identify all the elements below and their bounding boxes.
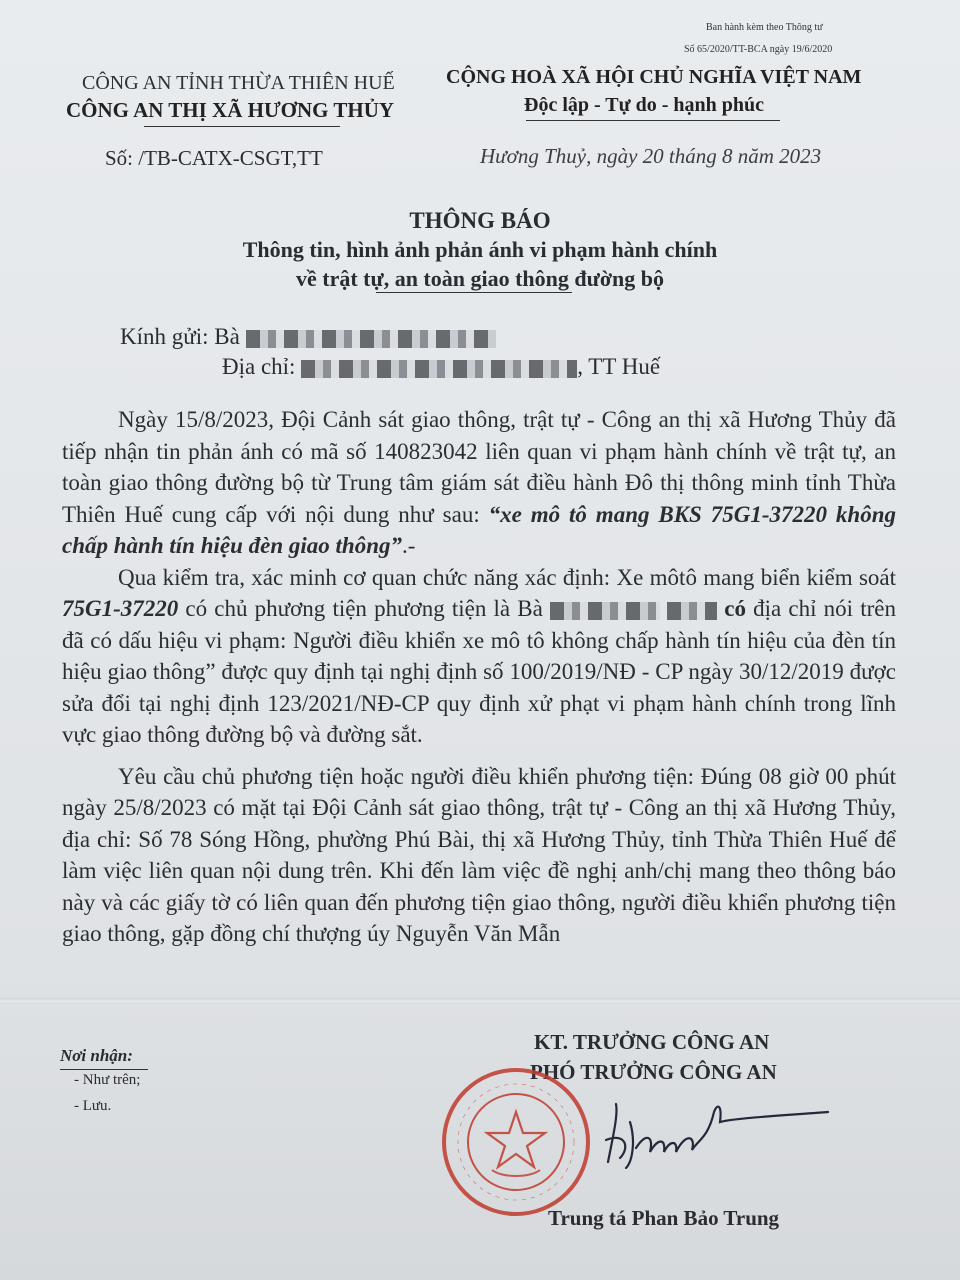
- sign-title-1: KT. TRƯỞNG CÔNG AN: [534, 1030, 770, 1054]
- motto: Độc lập - Tự do - hạnh phúc: [524, 94, 765, 116]
- paper-fold: [0, 998, 960, 1004]
- org-underline: [144, 126, 340, 127]
- paragraph-2-co: có: [724, 596, 747, 621]
- address-label: Địa chỉ:: [222, 354, 296, 379]
- org-line-1: CÔNG AN TỈNH THỪA THIÊN HUẾ: [82, 72, 395, 94]
- document-number: Số: /TB-CATX-CSGT,TT: [105, 146, 323, 170]
- redacted-name: [246, 330, 496, 348]
- redacted-owner-name-2: [667, 602, 717, 620]
- handwritten-signature: [596, 1092, 836, 1182]
- violation-quote: “xe mô tô mang BKS 75G1-37220 không chấp hành tín hiệu đèn giao thông”: [62, 501, 896, 558]
- paragraph-1-text: Ngày 15/8/2023, Đội Cảnh sát giao thông, trật tự - Công an thị xã Hương Thủy đã tiếp nhận tin phản ánh có mã số 140823042 liên quan vi phạm hành chính về trật tự, an toàn giao thông đường bộ từ Trung tâm giám sát điều hành Đô thị thông minh tỉnh Thừa Thiên Huế cung cấp với nội dung như sau:: [62, 407, 896, 527]
- motto-underline: [526, 120, 780, 121]
- meta-line-1: Ban hành kèm theo Thông tư: [706, 22, 823, 33]
- org-line-2: CÔNG AN THỊ XÃ HƯƠNG THỦY: [66, 98, 395, 122]
- recipients-label: Nơi nhận:: [60, 1046, 133, 1065]
- paragraph-2-text-a: Qua kiểm tra, xác minh cơ quan chức năng xác định: Xe môtô mang biển kiểm soát: [118, 564, 896, 590]
- title-underline: [376, 292, 572, 293]
- license-plate: 75G1-37220: [62, 596, 179, 621]
- country-name: CỘNG HOÀ XÃ HỘI CHỦ NGHĨA VIỆT NAM: [446, 66, 862, 88]
- sign-title-2: PHÓ TRƯỞNG CÔNG AN: [530, 1060, 777, 1084]
- notice-subtitle-2: về trật tự, an toàn giao thông đường bộ: [295, 266, 664, 291]
- recipient-item-1: - Như trên;: [74, 1072, 141, 1088]
- official-stamp-icon: [440, 1066, 592, 1218]
- paragraph-2-text-b: có chủ phương tiện phương tiện là Bà: [178, 596, 550, 621]
- signer-name: Trung tá Phan Bảo Trung: [548, 1206, 780, 1230]
- notice-body: [62, 404, 896, 950]
- notice-title: THÔNG BÁO: [409, 208, 551, 233]
- paragraph-3: Yêu cầu chủ phương tiện hoặc người điều khiển phương tiện: Đúng 08 giờ 00 phút ngày 25/8/2023 có mặt tại Đội Cảnh sát giao thông, trật tự - Công an thị xã Hương Thủy, địa chỉ: Số 78 Sóng Hồng, phường Phú Bài, thị xã Hương Thủy, tỉnh Thừa Thiên Huế để làm việc liên quan nội dung trên. Khi đến làm việc đề nghị anh/chị mang theo thông báo này và các giấy tờ có liên quan đến phương tiện giao thông, người điều khiển phương tiện giao thông, gặp đồng chí thượng úy Nguyễn Văn Mẫn: [62, 763, 896, 946]
- paragraph-2-text-c: địa chỉ nói trên đã có dấu hiệu vi phạm: Người điều khiển xe mô tô không chấp hành tín hiệu của đèn tín hiệu giao thông” được quy định tại nghị định số 100/2019/NĐ - CP ngày 30/12/2019 được sửa đổi tại nghị định 123/2021/NĐ-CP quy định xử phạt vi phạm hành chính trong lĩnh vực giao thông đường bộ và đường sắt.: [62, 596, 896, 747]
- address-tail: , TT Huế: [577, 354, 661, 379]
- recipient-label: Kính gửi: Bà: [120, 324, 240, 349]
- paragraph-1: [62, 404, 896, 562]
- recipients-underline: [60, 1069, 148, 1070]
- paragraph-1-end: .-: [402, 533, 416, 558]
- redacted-owner-name: [550, 602, 660, 620]
- recipient-item-2: - Lưu.: [74, 1098, 112, 1114]
- place-date: Hương Thuỷ, ngày 20 tháng 8 năm 2023: [480, 144, 822, 168]
- address-line: [222, 354, 660, 380]
- notice-subtitle-1: Thông tin, hình ảnh phản ánh vi phạm hành chính: [242, 237, 718, 262]
- meta-line-2: Số 65/2020/TT-BCA ngày 19/6/2020: [684, 44, 833, 55]
- redacted-address: [301, 360, 577, 378]
- recipient-line: [120, 324, 496, 350]
- paragraph-2: [62, 562, 896, 751]
